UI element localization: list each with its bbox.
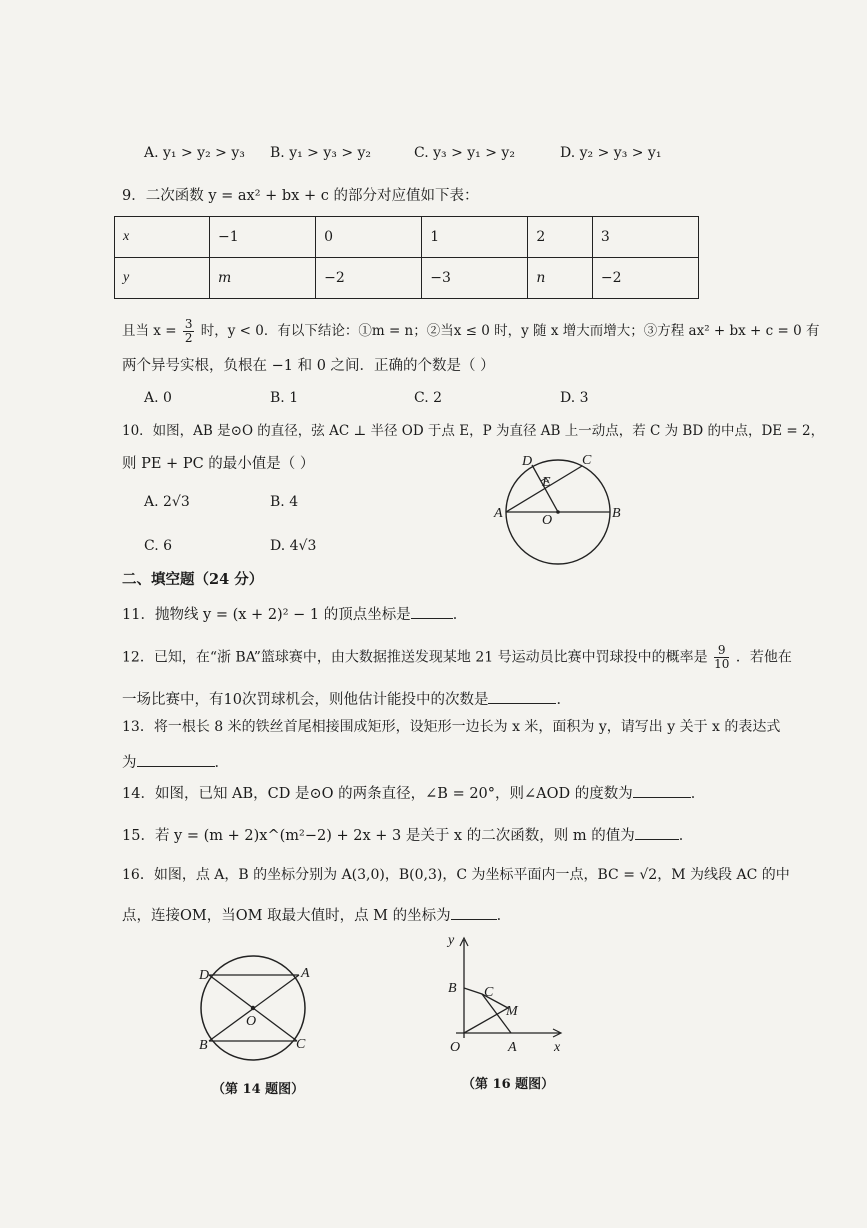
q10-option-a: A. 2√3 bbox=[144, 494, 190, 510]
q9-option-d: D. 3 bbox=[560, 390, 589, 406]
q10-option-b: B. 4 bbox=[270, 494, 299, 510]
q11-line bbox=[122, 604, 467, 625]
q14-text: 14．如图，已知 AB，CD 是⊙O 的两条直径，∠B = 20°，则∠AOD 的度数为 bbox=[122, 786, 633, 802]
q11-end: ． bbox=[452, 607, 468, 623]
table-cell: −2 bbox=[316, 258, 422, 299]
label-a: A bbox=[494, 506, 503, 521]
label-o: O bbox=[450, 1040, 461, 1055]
q12-answer-blank[interactable] bbox=[488, 689, 556, 704]
q13-answer-blank[interactable] bbox=[137, 752, 215, 767]
table-cell: m bbox=[210, 258, 316, 299]
q14-line bbox=[122, 783, 705, 804]
table-cell: n bbox=[528, 258, 593, 299]
q9-option-c: C. 2 bbox=[414, 390, 443, 406]
q9-fraction-numerator: 3 bbox=[184, 317, 193, 331]
q9-condition-text: 时，y < 0．有以下结论：①m = n；②当x ≤ 0 时，y 随 x 增大而增大；③方程 ax² + bx + c = 0 有 bbox=[200, 323, 820, 339]
label-d: D bbox=[199, 968, 210, 983]
label-a: A bbox=[301, 966, 310, 981]
section-fill-in-title: 二、填空题（24 分） bbox=[122, 571, 264, 588]
q8-option-b: B. y₁ > y₃ > y₂ bbox=[270, 145, 372, 161]
q12-text-prefix: 12．已知，在“浙 BA”篮球赛中，由大数据推送发现某地 21 号运动员比赛中罚球投中的概率是 bbox=[122, 649, 708, 666]
q9-stem: 9．二次函数 y = ax² + bx + c 的部分对应值如下表： bbox=[122, 188, 479, 204]
q12-end: ． bbox=[556, 692, 571, 708]
label-a: A bbox=[508, 1040, 517, 1055]
label-e: E bbox=[542, 475, 551, 490]
table-cell: 2 bbox=[528, 217, 593, 258]
q10-stem-line2: 则 PE + PC 的最小值是（ ） bbox=[122, 456, 315, 472]
table-cell: −1 bbox=[210, 217, 316, 258]
q15-answer-blank[interactable] bbox=[635, 825, 679, 840]
q12-fraction-denominator: 10 bbox=[714, 657, 730, 671]
q13-line2-text: 为 bbox=[122, 755, 137, 771]
label-m: M bbox=[506, 1004, 518, 1019]
q10-stem-line1: 10．如图，AB 是⊙O 的直径，弦 AC ⊥ 半径 OD 于点 E，P 为直径 AB 上一动点，若 C 为 BD 的中点，DE = 2， bbox=[122, 423, 825, 439]
center-point bbox=[251, 1006, 255, 1010]
q16-end: ． bbox=[496, 908, 512, 924]
q12-line2-text: 一场比赛中，有10次罚球机会，则他估计能投中的次数是 bbox=[122, 692, 489, 708]
q9-question-line: 两个异号实根，负根在 −1 和 0 之间．正确的个数是（ ） bbox=[122, 358, 495, 374]
q15-text: 15．若 y = (m + 2)x^(m²−2) + 2x + 3 是关于 x 的二次函数，则 m 的值为 bbox=[122, 828, 635, 844]
table-cell: 0 bbox=[316, 217, 422, 258]
q12-fraction bbox=[714, 644, 729, 671]
q13-end: ． bbox=[214, 755, 229, 771]
q9-option-b: B. 1 bbox=[270, 390, 299, 406]
center-point bbox=[556, 510, 560, 514]
fig16-caption: （第 16 题图） bbox=[462, 1077, 555, 1092]
q11-answer-blank[interactable] bbox=[411, 604, 453, 619]
table-cell: −3 bbox=[422, 258, 528, 299]
label-b: B bbox=[199, 1038, 208, 1053]
table-cell: 1 bbox=[422, 217, 528, 258]
table-cell: −2 bbox=[592, 258, 698, 299]
q8-option-d: D. y₂ > y₃ > y₁ bbox=[560, 145, 662, 161]
q11-text: 11．抛物线 y = (x + 2)² − 1 的顶点坐标是 bbox=[122, 607, 411, 623]
q16-answer-blank[interactable] bbox=[451, 905, 497, 920]
label-o: O bbox=[246, 1014, 257, 1029]
q8-option-a: A. y₁ > y₂ > y₃ bbox=[144, 145, 245, 161]
q15-end: ． bbox=[678, 828, 694, 844]
q10-circle-figure bbox=[490, 448, 630, 568]
label-c: C bbox=[296, 1037, 306, 1052]
label-b: B bbox=[448, 981, 457, 996]
label-c: C bbox=[582, 453, 592, 468]
q9-option-a: A. 0 bbox=[144, 390, 172, 406]
table-cell: x bbox=[115, 217, 210, 258]
label-y: y bbox=[448, 933, 455, 948]
q9-condition-prefix: 且当 x = bbox=[122, 323, 177, 339]
label-c: C bbox=[484, 985, 494, 1000]
table-row bbox=[115, 258, 699, 299]
q16-line2 bbox=[122, 905, 511, 926]
q16-line2-text: 点，连接OM，当OM 取最大值时，点 M 的坐标为 bbox=[122, 908, 451, 924]
fig14-circle-figure bbox=[190, 955, 320, 1065]
q16-line1: 16．如图，点 A，B 的坐标分别为 A(3,0)，B(0,3)，C 为坐标平面内一点，BC = √2，M 为线段 AC 的中 bbox=[122, 867, 790, 883]
q12-fraction-numerator: 9 bbox=[714, 644, 729, 658]
label-d: D bbox=[522, 454, 533, 469]
table-cell: 3 bbox=[592, 217, 698, 258]
q10-option-d: D. 4√3 bbox=[270, 538, 317, 554]
q15-line bbox=[122, 825, 693, 846]
fig14-caption: （第 14 题图） bbox=[212, 1082, 305, 1097]
q10-option-c: C. 6 bbox=[144, 538, 173, 554]
q9-fraction bbox=[183, 318, 195, 345]
label-o: O bbox=[542, 513, 553, 528]
q9-value-table bbox=[114, 216, 699, 299]
fig16-coordinate-figure bbox=[440, 930, 580, 1060]
q14-end: ． bbox=[690, 786, 706, 802]
q14-answer-blank[interactable] bbox=[633, 783, 691, 798]
q9-fraction-denominator: 2 bbox=[184, 331, 193, 345]
q8-option-c: C. y₃ > y₁ > y₂ bbox=[414, 145, 515, 161]
q13-line1: 13．将一根长 8 米的铁丝首尾相接围成矩形，设矩形一边长为 x 米，面积为 y，请写出 y 关于 x 的表达式 bbox=[122, 719, 781, 735]
label-x: x bbox=[554, 1040, 561, 1055]
table-cell: y bbox=[115, 258, 210, 299]
label-b: B bbox=[612, 506, 621, 521]
q12-line2 bbox=[122, 689, 571, 710]
q13-line2 bbox=[122, 752, 229, 773]
table-row bbox=[115, 217, 699, 258]
q12-line1 bbox=[122, 644, 792, 671]
q12-text-suffix: ．若他在 bbox=[735, 649, 792, 666]
q9-condition-line bbox=[122, 318, 820, 345]
